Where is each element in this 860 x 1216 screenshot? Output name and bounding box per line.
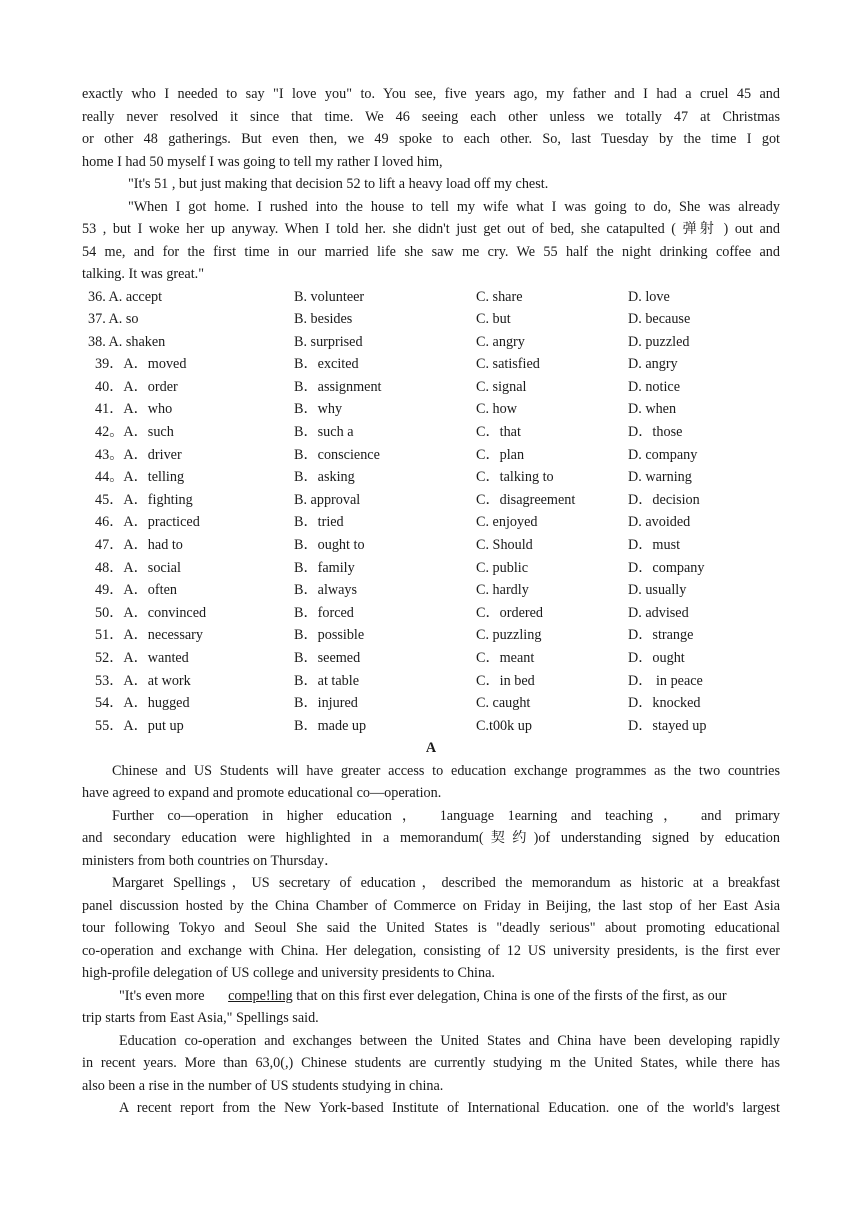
option-b: B．ought to	[294, 537, 365, 554]
article-line: high-profile delegation of US college and university presidents to China.	[82, 965, 495, 982]
option-row	[82, 624, 780, 647]
option-b: B．made up	[294, 717, 367, 734]
option-d: D. company	[628, 446, 698, 463]
article-line: ministers from both countries on Thursday．	[82, 852, 339, 869]
article-text: that on this first ever delegation, China is one of the firsts of the first, as our	[296, 987, 727, 1004]
reading-article	[82, 760, 780, 1120]
option-a: 52．A．wanted	[95, 650, 189, 666]
option-row	[82, 444, 780, 467]
option-c: C. how	[476, 401, 517, 418]
option-d: D．strange	[628, 627, 694, 644]
option-row	[82, 466, 780, 489]
option-row	[82, 602, 780, 625]
passage-line: 53 , but I woke her up anyway. When I told her. she didn't just get out of bed, she catapulted ( 弹射 ) out and	[82, 221, 780, 237]
passage-line: exactly who I needed to say "I love you" to. You see, five years ago, my father and I had a cruel 45 and	[82, 86, 780, 102]
option-d: D. notice	[628, 378, 681, 395]
option-b: B．forced	[294, 604, 354, 621]
article-line: have agreed to expand and promote educational co—operation.	[82, 785, 442, 802]
option-c: C. angry	[476, 333, 525, 350]
passage-line: 54 me, and for the first time in our married life she saw me cry. We 55 half the night drinking coffee and	[82, 243, 780, 260]
option-b: B．assignment	[294, 378, 382, 395]
option-d: D． in peace	[628, 672, 703, 689]
article-line: panel discussion hosted by the China Chamber of Commerce on Friday in Beijing, the last stop of her East Asia	[82, 897, 780, 914]
option-row	[82, 308, 780, 331]
option-row	[82, 421, 780, 444]
option-d: D. puzzled	[628, 333, 690, 350]
option-d: D. usually	[628, 582, 687, 599]
option-a: 46．A．practiced	[95, 514, 200, 531]
option-b: B．always	[294, 582, 358, 599]
document-page	[82, 83, 780, 1120]
article-line: Margaret Spellings，US secretary of education，described the memorandum as historic at a breakfast	[112, 875, 780, 892]
option-a: 54．A．hugged	[95, 695, 190, 712]
option-row	[82, 557, 780, 580]
option-a: 43。A．driver	[95, 446, 182, 463]
option-row	[82, 286, 780, 309]
option-b: B. besides	[294, 311, 353, 328]
option-a: 49．A．often	[95, 582, 177, 599]
option-c: C. signal	[476, 378, 527, 395]
option-d: D．company	[628, 559, 705, 576]
option-c: C．plan	[476, 446, 525, 463]
option-c: C. hardly	[476, 582, 529, 599]
option-a: 39．A．moved	[95, 356, 187, 373]
passage-line: "When I got home. I rushed into the house to tell my wife what I was going to do, She was already	[128, 198, 780, 215]
option-d: D. angry	[628, 356, 678, 373]
option-c: C. but	[476, 311, 511, 328]
option-a: 50．A．convinced	[95, 604, 207, 621]
option-c: C.t00k up	[476, 717, 532, 734]
option-a: 36. A. accept	[88, 288, 163, 305]
option-b: B．conscience	[294, 446, 380, 463]
underlined-word: compe!ling	[228, 987, 293, 1004]
article-line: Chinese and US Students will have greater access to education exchange programmes as the two countries	[112, 762, 780, 779]
option-row	[82, 670, 780, 693]
passage-line: home I had 50 myself I was going to tell my rather I loved him,	[82, 153, 443, 170]
option-b: B．excited	[294, 356, 359, 373]
option-d: D. when	[628, 401, 677, 418]
option-b: B．such a	[294, 424, 354, 441]
option-a: 38. A. shaken	[88, 333, 166, 350]
passage-line: talking. It was great."	[82, 266, 205, 282]
option-a: 41．A．who	[95, 401, 173, 418]
option-b: B．seemed	[294, 650, 361, 666]
cloze-passage	[82, 83, 780, 286]
option-row	[82, 376, 780, 399]
article-line: Further co—operation in higher education， 1anguage 1earning and teaching， and primary	[112, 807, 780, 824]
option-d: D. love	[628, 288, 670, 305]
option-d: D. because	[628, 311, 691, 328]
article-line: co-operation and exchange with China. Her delegation, consisting of 12 US university presidents, is the first ever	[82, 942, 780, 959]
option-c: C．in bed	[476, 672, 535, 689]
option-row	[82, 692, 780, 715]
options-table	[82, 286, 780, 738]
option-d: D．ought	[628, 650, 685, 666]
option-b: B．family	[294, 559, 355, 576]
option-c: C．ordered	[476, 604, 543, 621]
option-a: 47．A．had to	[95, 537, 183, 554]
option-row	[82, 331, 780, 354]
option-c: C. Should	[476, 537, 533, 554]
option-a: 48．A．social	[95, 559, 181, 576]
option-a: 51．A．necessary	[95, 627, 203, 644]
article-line: A recent report from the New York-based Institute of International Education. one of the world's largest	[119, 1100, 780, 1117]
option-d: D. advised	[628, 604, 689, 621]
article-line: also been a rise in the number of US students studying in china.	[82, 1077, 444, 1094]
option-row	[82, 353, 780, 376]
article-line: tour following Tokyo and Seoul She said the United States is "deadly serious" about promoting educational	[82, 920, 780, 937]
option-b: B．injured	[294, 695, 358, 712]
passage-line: or other 48 gatherings. But even then, we 49 spoke to each other. So, last Tuesday by the time I got	[82, 131, 780, 147]
option-row	[82, 579, 780, 602]
option-b: B．possible	[294, 627, 365, 644]
section-heading: A	[425, 740, 437, 757]
option-row	[82, 647, 780, 670]
option-row	[82, 489, 780, 512]
option-c: C．talking to	[476, 469, 554, 486]
article-line: and secondary education were highlighted in a memorandum(契约)of understanding signed by education	[82, 830, 780, 847]
option-c: C．disagreement	[476, 491, 576, 508]
article-line	[82, 985, 780, 1008]
option-d: D．must	[628, 537, 681, 554]
option-c: C. caught	[476, 695, 531, 712]
option-d: D. warning	[628, 469, 692, 486]
option-row	[82, 715, 780, 738]
option-b: B. surprised	[294, 333, 363, 350]
article-line: in recent years. More than 63,0(,) Chinese students are currently studying m the United States, while there has	[82, 1055, 780, 1072]
passage-line: really never resolved it since that time. We 46 seeing each other unless we totally 47 at Christmas	[82, 108, 780, 125]
article-text: "It's even more	[119, 987, 205, 1004]
option-row	[82, 398, 780, 421]
option-c: C. enjoyed	[476, 514, 538, 531]
option-b: B．why	[294, 401, 343, 418]
option-a: 37. A. so	[88, 311, 139, 328]
passage-line: "It's 51 , but just making that decision 52 to lift a heavy load off my chest.	[128, 176, 549, 192]
option-a: 40．A．order	[95, 378, 178, 395]
option-b: B．asking	[294, 469, 355, 486]
option-c: C. share	[476, 288, 523, 305]
option-b: B．tried	[294, 514, 344, 531]
option-b: B. volunteer	[294, 288, 365, 305]
option-a: 42。A．such	[95, 424, 174, 441]
option-c: C. public	[476, 559, 529, 576]
option-a: 53．A．at work	[95, 672, 191, 689]
option-c: C. puzzling	[476, 627, 542, 644]
option-c: C. satisfied	[476, 356, 540, 373]
option-a: 45．A．fighting	[95, 491, 193, 508]
option-d: D．stayed up	[628, 717, 707, 734]
option-c: C．meant	[476, 650, 535, 666]
option-d: D. avoided	[628, 514, 691, 531]
article-line: Education co-operation and exchanges between the United States and China have been developing rapidly	[119, 1032, 780, 1049]
option-a: 55．A．put up	[95, 717, 184, 734]
option-c: C．that	[476, 424, 521, 441]
option-d: D．decision	[628, 491, 700, 508]
option-b: B. approval	[294, 491, 361, 508]
option-a: 44。A．telling	[95, 469, 185, 486]
option-row	[82, 534, 780, 557]
option-b: B．at table	[294, 672, 360, 689]
option-row	[82, 511, 780, 534]
article-line: trip starts from East Asia," Spellings said.	[82, 1010, 319, 1027]
option-d: D．those	[628, 424, 683, 441]
option-d: D．knocked	[628, 695, 701, 712]
